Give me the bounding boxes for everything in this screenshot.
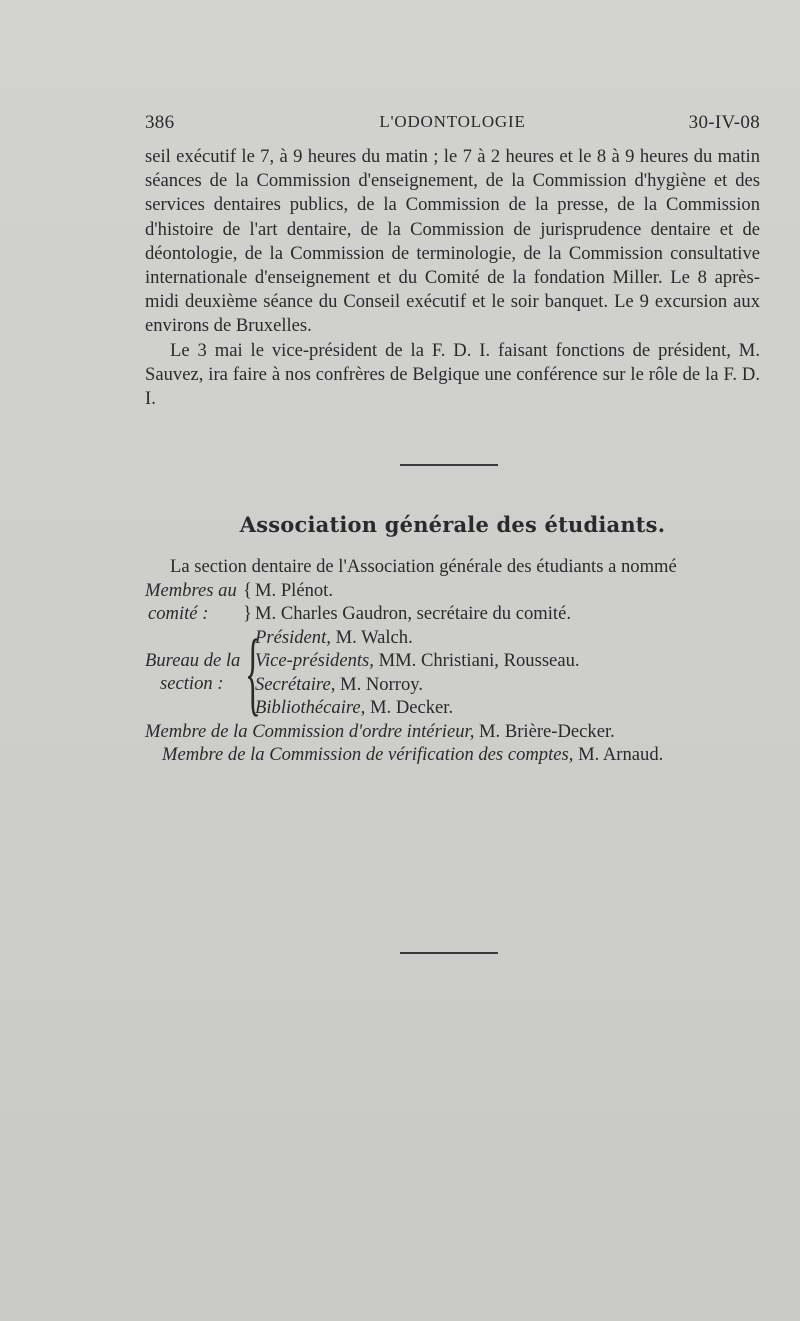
student-association-section bbox=[145, 555, 760, 767]
article-body bbox=[145, 145, 760, 411]
members-row-1 bbox=[145, 579, 760, 603]
section-title: Association générale des étudiants. bbox=[239, 512, 666, 537]
member-1: M. Plénot. bbox=[255, 579, 333, 601]
bureau-label-1: Bureau de la bbox=[145, 649, 241, 671]
member-2: M. Charles Gaudron, secrétaire du comité. bbox=[255, 603, 571, 624]
bureau-brace: { bbox=[245, 620, 261, 725]
paragraph-conference: Le 3 mai le vice-président de la F. D. I. faisant fonctions de président, M. Sauvez, ira faire à nos confrères de Belgique une conférence sur le rôle de la F. D. I. bbox=[145, 339, 760, 410]
bureau-entry: Vice-présidents, MM. Christiani, Rousseau. bbox=[255, 650, 580, 671]
bureau-entry: Président, M. Walch. bbox=[255, 626, 413, 648]
brace-top: { bbox=[243, 579, 252, 601]
brace-bottom: } bbox=[243, 603, 252, 624]
page-number: 386 bbox=[145, 112, 175, 133]
section-intro: La section dentaire de l'Association générale des étudiants a nommé bbox=[170, 556, 677, 577]
section-divider bbox=[400, 464, 498, 466]
members-row-2 bbox=[145, 602, 760, 626]
commission-accounts: Membre de la Commission de vérification des comptes, M. Arnaud. bbox=[162, 744, 664, 765]
end-divider bbox=[400, 952, 498, 954]
members-label-2: comité : bbox=[148, 603, 209, 624]
bureau-entry: Secrétaire, M. Norroy. bbox=[255, 673, 424, 695]
issue-date: 30-IV-08 bbox=[688, 112, 760, 133]
paragraph-schedule: seil exécutif le 7, à 9 heures du matin ; le 7 à 2 heures et le 8 à 9 heures du matin séances de la Commission d'enseignement, de la Commission d'hygiène et des services dentaires publics, de la Commission de la presse, de la Commission d'histoire de l'art dentaire, de la Commission de jurisprudence dentaire et de déontologie, de la Commission de terminologie, de la Commission consultative internationale d'enseignement et du Comité de la fondation Miller. Le 8 après-midi deuxième séance du Conseil exécutif et le soir banquet. Le 9 excursion aux environs de Bruxelles. bbox=[145, 146, 760, 337]
bureau-label-2: section : bbox=[160, 672, 224, 694]
bureau-entry: Bibliothécaire, M. Decker. bbox=[255, 697, 454, 718]
running-title: L'ODONTOLOGIE bbox=[379, 112, 526, 131]
bureau-block bbox=[145, 620, 760, 725]
commission-interior: Membre de la Commission d'ordre intérieur, M. Brière-Decker. bbox=[145, 720, 615, 742]
members-label-1: Membres au bbox=[145, 579, 237, 601]
